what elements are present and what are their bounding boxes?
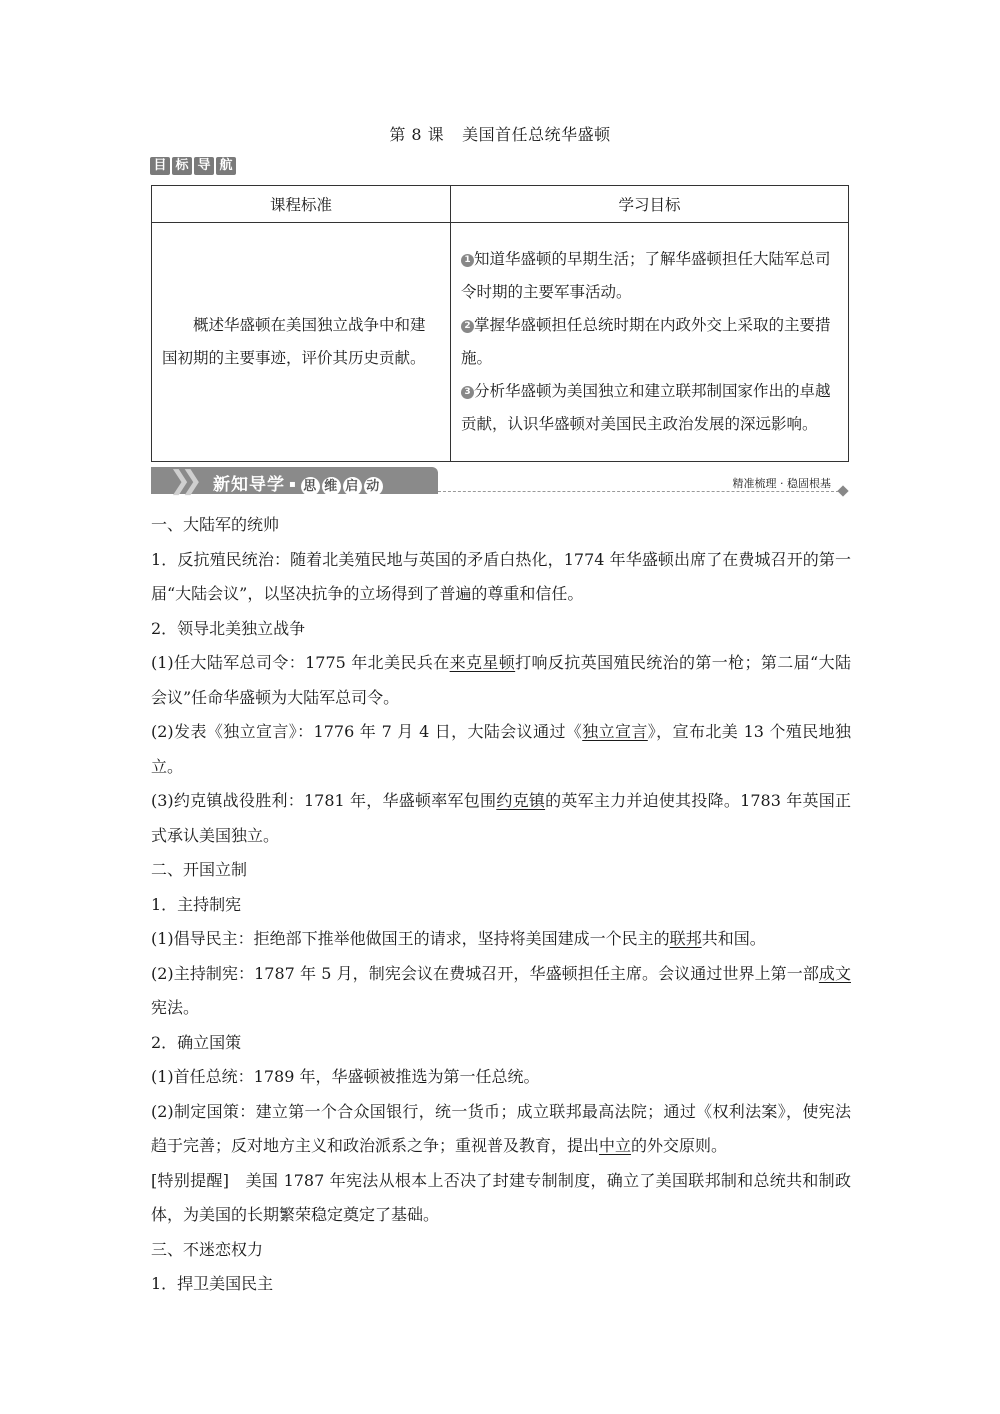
section-heading: 二、开国立制: [151, 860, 248, 879]
banner-subtitle: 精准梳理 · 稳固根基: [732, 477, 831, 490]
badge-char: 目: [150, 157, 170, 175]
circled-char: 思: [301, 477, 320, 496]
circled-char: 动: [364, 477, 383, 496]
text: 宪法。: [151, 998, 200, 1017]
circled-number-1-icon: 1: [461, 254, 474, 267]
objective-item: [461, 309, 838, 375]
objective-item: [461, 243, 838, 309]
paragraph: 1．反抗殖民统治：随着北美殖民地与英国的矛盾白热化，1774 年华盛顿出席了在费城召开的第一届“大陆会议”，以坚决抗争的立场得到了普遍的尊重和信任。: [151, 549, 851, 603]
header-learning-objectives: 学习目标: [451, 186, 849, 223]
underlined-keyword: 约克镇: [496, 791, 546, 810]
underlined-keyword: 独立宣言: [582, 722, 648, 741]
underlined-keyword: 联邦: [669, 929, 702, 948]
content-body: [151, 508, 851, 1302]
underlined-keyword: 成文: [818, 963, 851, 983]
section-banner: [151, 467, 849, 495]
header-course-standard: 课程标准: [152, 186, 451, 223]
text: 共和国。: [701, 929, 766, 948]
paragraph: [151, 1095, 851, 1164]
badge-char: 航: [216, 157, 236, 175]
text: (2)主持制宪：1787 年 5 月，制宪会议在费城召开，华盛顿担任主席。会议通过世界上第一部: [151, 963, 819, 983]
text: (2)发表《独立宣言》：1776 年 7 月 4 日，大陆会议通过《: [151, 722, 583, 741]
text: 》，宣布北美 13 个殖民地独立。: [151, 722, 851, 776]
circled-char: 维: [322, 477, 341, 496]
paragraph: [151, 922, 851, 957]
circled-char: 启: [343, 477, 362, 496]
text: 的外交原则。: [631, 1136, 728, 1155]
banner-title: 新知导学: [213, 475, 285, 495]
subheading: 2．领导北美独立战争: [151, 618, 306, 638]
banner-label: [213, 470, 385, 496]
objective-text: 掌握华盛顿担任总统时期在内政外交上采取的主要措施。: [461, 316, 831, 367]
objective-text: 知道华盛顿的早期生活；了解华盛顿担任大陆军总司令时期的主要军事活动。: [461, 250, 831, 301]
text: 打响反抗英国殖民统治的第一枪；第二届“大陆会议”任命华盛顿为大陆军总司令。: [151, 653, 851, 707]
course-standard-text: 概述华盛顿在美国独立战争中和建国初期的主要事迹，评价其历史贡献。: [162, 316, 426, 367]
text: (1)倡导民主：拒绝部下推举他做国王的请求，坚持将美国建成一个民主的: [151, 929, 670, 948]
section-heading: 三、不迷恋权力: [151, 1239, 264, 1259]
double-chevron-icon: ❯❯: [169, 466, 193, 496]
underlined-keyword: 来克星顿: [449, 653, 516, 672]
circled-number-3-icon: 3: [461, 386, 474, 399]
objective-item: [461, 375, 838, 441]
subheading: 1．捍卫美国民主: [151, 1274, 274, 1293]
table-header-row: [152, 186, 849, 223]
lesson-title: 美国首任总统华盛顿: [462, 125, 611, 144]
underlined-keyword: 中立: [599, 1136, 632, 1155]
dashed-divider: [438, 491, 839, 492]
subheading: 1．主持制宪: [151, 894, 242, 914]
special-note: [特别提醒] 美国 1787 年宪法从根本上否决了封建专制制度，确立了美国联邦制和总统共和制政体，为美国的长期繁荣稳定奠定了基础。: [151, 1170, 851, 1224]
course-standard-cell: [152, 223, 451, 462]
table-row: [152, 223, 849, 462]
paragraph: [151, 784, 851, 853]
objective-text: 分析华盛顿为美国独立和建立联邦制国家作出的卓越贡献，认识华盛顿对美国民主政治发展的深远影响。: [461, 382, 831, 433]
paragraph: [151, 957, 851, 1026]
text: 的英军主力并迫使其投降。1783 年英国正式承认美国独立。: [151, 791, 851, 845]
subheading: 2．确立国策: [151, 1032, 242, 1052]
badge-char: 导: [194, 157, 214, 175]
badge-char: 标: [172, 157, 192, 175]
diamond-icon: [837, 485, 848, 496]
circled-number-2-icon: 2: [461, 320, 474, 333]
text: (2)制定国策：建立第一个合众国银行，统一货币；成立联邦最高法院；通过《权利法案》，使宪法趋于完善；反对地方主义和政治派系之争；重视普及教育，提出: [151, 1101, 851, 1155]
paragraph: [151, 715, 851, 784]
paragraph: (1)首任总统：1789 年，华盛顿被推选为第一任总统。: [151, 1067, 540, 1086]
dot-separator-icon: ▪: [289, 479, 297, 490]
goals-table: [151, 185, 849, 462]
section-heading: 一、大陆军的统帅: [151, 515, 280, 534]
paragraph: [151, 646, 851, 715]
text: (3)约克镇战役胜利：1781 年，华盛顿率军包围: [151, 791, 497, 810]
lesson-number: 第 8 课: [389, 125, 445, 144]
text: (1)任大陆军总司令：1775 年北美民兵在: [151, 653, 450, 672]
page-title: [0, 122, 1000, 145]
section-badge-target-navigation: [150, 157, 236, 175]
learning-objectives-cell: [451, 223, 849, 462]
